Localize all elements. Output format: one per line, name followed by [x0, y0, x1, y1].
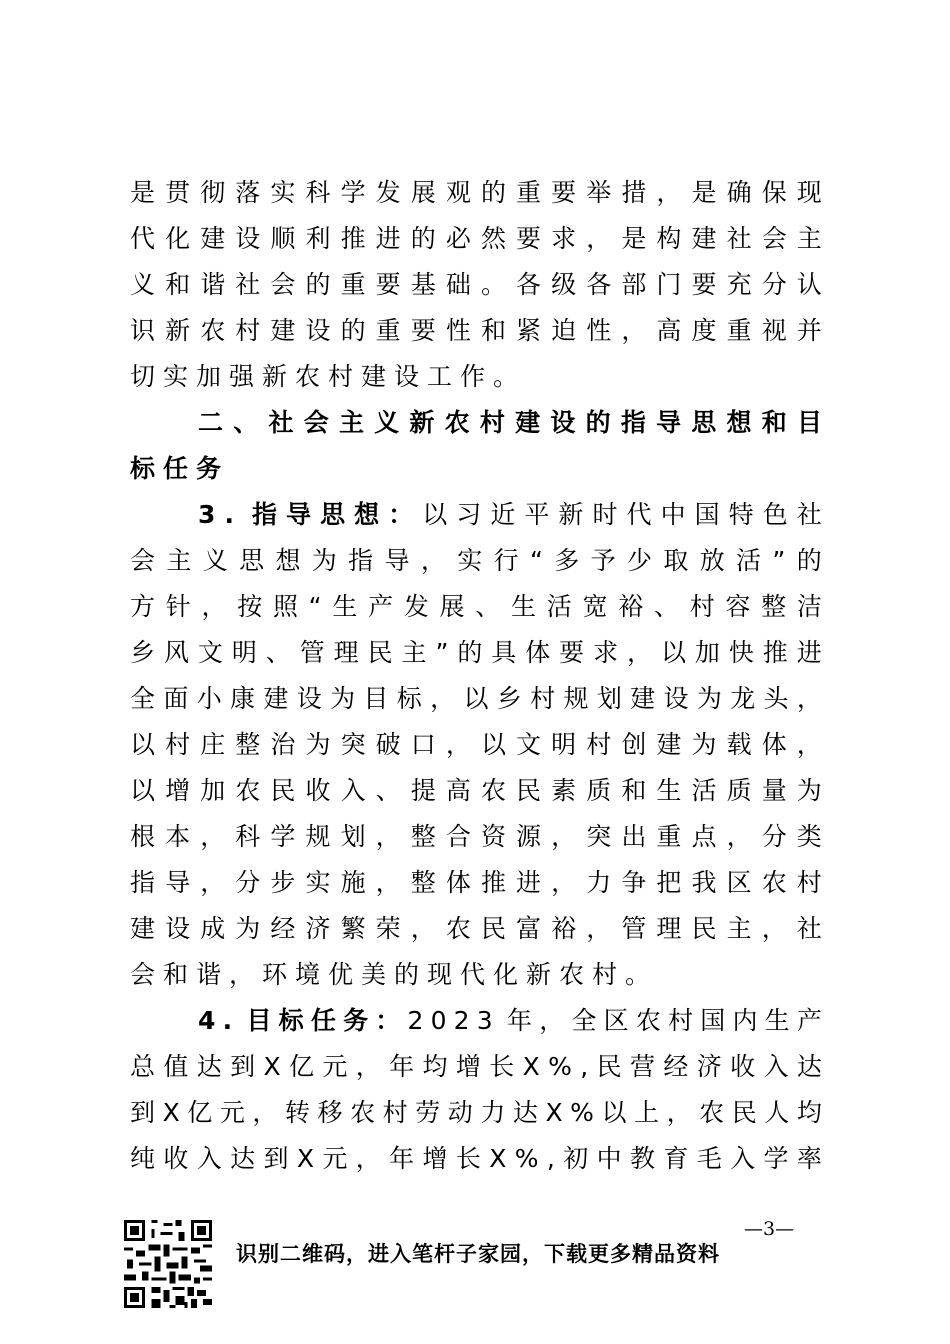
text-line: 指 导 ， 分 步 实 施 ， 整 体 推 进 ， 力 争 把 我 区 农 村 [130, 868, 822, 897]
text-line: 建 设 成 为 经 济 繁 荣 ， 农 民 富 裕 ， 管 理 民 主 ， 社 [130, 914, 822, 943]
line-text: 会和谐，环境优美的现代化新农村。 [130, 960, 659, 989]
text-line: 方 针 ， 按 照 “ 生 产 发 展 、 生 活 宽 裕 、 村 容 整 洁 [130, 592, 822, 621]
text-line: 3 . 指 导 思 想 ： 以 习 近 平 新 时 代 中 国 特 色 社 [198, 500, 822, 529]
text-line: 到 X 亿 元 ， 转 移 农 村 劳 动 力 达 X % 以 上 ， 农 民 人 均 [130, 1098, 822, 1127]
text-line: 是 贯 彻 落 实 科 学 发 展 观 的 重 要 举 措 ， 是 确 保 现 [130, 178, 822, 207]
text-line: 会 主 义 思 想 为 指 导 ， 实 行 “ 多 予 少 取 放 活 ” 的 [130, 546, 822, 575]
text-line: 识 新 农 村 建 设 的 重 要 性 和 紧 迫 性 ， 高 度 重 视 并 [130, 316, 822, 345]
text-line [130, 354, 822, 400]
qr-code-icon [124, 1220, 212, 1308]
text-line: 总 值 达 到 X 亿 元 ， 年 均 增 长 X % , 民 营 经 济 收 入 达 [130, 1052, 822, 1081]
text-line: 4 . 目 标 任 务 ： 2 0 2 3 年 ， 全 区 农 村 国 内 生 产 [198, 1006, 822, 1035]
line-text: 切实加强新农村建设工作。 [130, 362, 527, 391]
page-number: —3— [744, 1218, 795, 1240]
text-line [130, 446, 822, 492]
text-line: 二 、 社 会 主 义 新 农 村 建 设 的 指 导 思 想 和 目 [198, 408, 822, 437]
text-line: 纯 收 入 达 到 X 元 ， 年 增 长 X % , 初 中 教 育 毛 入 学 率 [130, 1144, 822, 1173]
text-line: 乡 风 文 明 、 管 理 民 主 ” 的 具 体 要 求 ， 以 加 快 推 进 [130, 638, 822, 667]
text-line: 义 和 谐 社 会 的 重 要 基 础 。 各 级 各 部 门 要 充 分 认 [130, 270, 822, 299]
text-line: 代 化 建 设 顺 利 推 进 的 必 然 要 求 ， 是 构 建 社 会 主 [130, 224, 822, 253]
text-line: 全 面 小 康 建 设 为 目 标 ， 以 乡 村 规 划 建 设 为 龙 头 ， [130, 684, 822, 713]
body-text [130, 170, 822, 1182]
footer-note: 识别二维码，进入笔杆子家园，下载更多精品资料 [236, 1241, 720, 1266]
text-line: 以 增 加 农 民 收 入 、 提 高 农 民 素 质 和 生 活 质 量 为 [130, 776, 822, 805]
text-line: 以 村 庄 整 治 为 突 破 口 ， 以 文 明 村 创 建 为 载 体 ， [130, 730, 822, 759]
text-line [130, 952, 822, 998]
bold-heading: 标任务 [130, 454, 230, 483]
text-line: 根 本 ， 科 学 规 划 ， 整 合 资 源 ， 突 出 重 点 ， 分 类 [130, 822, 822, 851]
